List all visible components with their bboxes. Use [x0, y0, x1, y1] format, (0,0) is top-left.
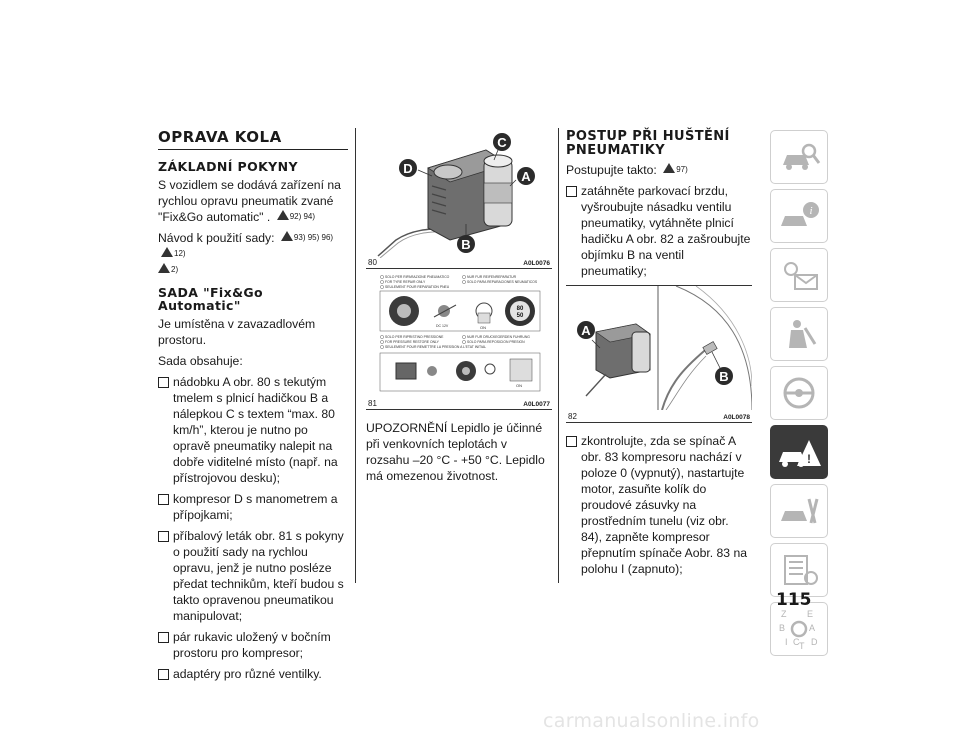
leaflet-line: SEULEMENT POUR REMETTRE LA PRESSION A L'ETAT INITIAL	[385, 345, 487, 349]
label-c: C	[497, 135, 507, 150]
ref-link[interactable]: 12)	[174, 249, 186, 258]
column-divider-1	[355, 128, 356, 583]
list-item: zatáhněte parkovací brzdu, vyšroubujte násadku ventilu pneumatiky, vytáhněte plnicí hadičku A obr. 82 a zašroubujte objímku B na ventil pneumatiky;	[566, 183, 752, 279]
svg-text:i: i	[809, 205, 813, 217]
car-info-icon	[777, 196, 821, 236]
column-3	[566, 128, 752, 582]
svg-text:C: C	[793, 637, 800, 647]
hose-valve-illustration	[566, 286, 752, 410]
figure-number: 82	[568, 412, 577, 421]
figure-81-instruction-leaflet	[366, 271, 552, 409]
list-item: adaptéry pro různé ventilky.	[158, 666, 348, 682]
leaflet-on-label: ON	[480, 325, 486, 330]
tab-safety[interactable]	[770, 307, 828, 361]
checkbox-bullet-icon	[158, 494, 169, 505]
svg-text:I: I	[785, 637, 788, 647]
column-1	[158, 128, 348, 687]
list-item: zkontrolujte, zda se spínač A obr. 83 kompresoru nachází v poloze 0 (vypnutý), nastartujte motor, zasuňte kolík do proudové zásuvky na prostředním tunelu (viz obr. 84), zapněte kompresor přepnutím spínače Aobr. 83 na polohu I (zapnuto);	[566, 433, 752, 577]
checkbox-bullet-icon	[158, 632, 169, 643]
figure-82-hose-on-valve	[566, 286, 752, 422]
ref-link[interactable]: 97)	[676, 165, 688, 174]
column-2	[366, 128, 552, 489]
leaflet-illustration	[366, 271, 552, 399]
label-a: A	[581, 323, 591, 338]
inflation-heading: POSTUP PŘI HUŠTĚNÍ PNEUMATIKY	[566, 129, 730, 158]
checkbox-bullet-icon	[158, 531, 169, 542]
warning-icon	[663, 163, 675, 173]
label-d: D	[403, 161, 413, 176]
leaflet-line: FOR TYRE REPAIR ONLY	[385, 280, 426, 284]
watermark: carmanualsonline.info	[543, 710, 760, 732]
checkbox-bullet-icon	[566, 186, 577, 197]
label-a: A	[521, 169, 531, 184]
svg-text:Z: Z	[781, 609, 787, 619]
tab-emergency[interactable]	[770, 425, 828, 479]
car-service-icon	[777, 491, 821, 531]
leaflet-line: NUR FUR DRUCKEGERDEN FUHRUNG	[467, 335, 530, 339]
warning-icon	[161, 247, 173, 257]
figure-divider	[366, 409, 552, 410]
figure-divider	[566, 422, 752, 423]
leaflet-line: NUR FUR REIFENREPARATUR	[467, 275, 517, 279]
svg-text:B: B	[779, 623, 786, 633]
list-item: pár rukavic uložený v bočním prostoru pro kompresor;	[158, 629, 348, 661]
figure-number: 81	[368, 399, 377, 408]
leaflet-speed-label: 80	[516, 306, 524, 312]
svg-text:!: !	[807, 452, 811, 466]
leaflet-line: SOLO PER RIPRISTINO PRESSIONE	[385, 335, 444, 339]
kit-location: Je umístěna v zavazadlovém prostoru.	[158, 317, 316, 347]
figure-code: A0L0077	[523, 401, 550, 408]
checkbox-bullet-icon	[566, 436, 577, 447]
leaflet-line: SEULEMENT POUR REPARATION PNEU	[385, 285, 450, 289]
figure-code: A0L0078	[723, 414, 750, 421]
leaflet-line: SOLO PARA REPARACIONES NEUMATICOS	[467, 280, 538, 284]
index-abc-icon	[777, 607, 821, 651]
page-number: 115	[776, 590, 812, 610]
warning-icon	[277, 210, 289, 220]
section-title: OPRAVA KOLA	[158, 128, 348, 150]
figure-80-compressor-kit	[366, 128, 552, 268]
leaflet-line: SOLO PER RIPARAZIONE PNEUMATICO	[385, 275, 450, 279]
warning-icon	[158, 263, 170, 273]
tab-technical-data[interactable]	[770, 543, 828, 597]
svg-text:T: T	[799, 641, 805, 651]
list-item: příbalový leták obr. 81 s pokyny o použití sady na rychlou opravu, jenž je nutno posléze předat technikům, kteří budou s takto opravenou pneumatikou manipulovat;	[158, 528, 348, 624]
list-item: kompresor D s manometrem a přípojkami;	[158, 491, 348, 523]
kit-contents: Sada obsahuje:	[158, 354, 243, 368]
ref-link[interactable]: 93) 95) 96)	[293, 233, 334, 242]
compressor-illustration	[366, 128, 552, 258]
checkbox-bullet-icon	[158, 669, 169, 680]
seat-airbag-icon	[777, 314, 821, 354]
svg-text:A: A	[809, 623, 816, 633]
checkbox-bullet-icon	[158, 377, 169, 388]
list-item: nádobku A obr. 80 s tekutým tmelem s plnicí hadičkou B a nálepkou C s textem “max. 80 km/h”, kterou je nutno po opravě pneumatiky nalepit na dobře viditelné místo (např. na přístrojovou desku);	[158, 374, 348, 486]
label-b: B	[461, 237, 471, 252]
warning-icon	[281, 231, 293, 241]
car-search-icon	[777, 137, 821, 177]
figure-divider	[366, 268, 552, 269]
warning-light-mail-icon	[777, 255, 821, 295]
manual-paragraph: Návod k použití sady: 93) 95) 96) 12) 2)	[158, 231, 334, 274]
tab-car-search[interactable]	[770, 130, 828, 184]
label-b: B	[719, 369, 729, 384]
column-divider-2	[558, 128, 559, 583]
leaflet-line: FOR PRESSURE RESTORE ONLY	[385, 340, 439, 344]
warning-paragraph: UPOZORNĚNÍ Lepidlo je účinné při venkovních teplotách v rozsahu –20 °C - +50 °C. Lepidlo má omezenou životnost.	[366, 421, 545, 483]
svg-text:D: D	[811, 637, 818, 647]
tab-car-info[interactable]	[770, 189, 828, 243]
steering-wheel-icon	[777, 373, 821, 413]
figure-code: A0L0076	[523, 260, 550, 267]
leaflet-line: SOLO PARA REPOSICION PRESION	[467, 340, 525, 344]
leaflet-on-label: ON	[516, 383, 522, 388]
inflation-intro: Postupujte takto: 97)	[566, 163, 688, 177]
car-emergency-icon	[777, 432, 821, 472]
ref-link[interactable]: 2)	[171, 265, 179, 274]
leaflet-dc-label: DC 12V	[436, 324, 449, 328]
tab-warning-lights[interactable]	[770, 248, 828, 302]
kit-heading: SADA "Fix&Go Automatic"	[158, 285, 264, 313]
basic-instructions-heading: ZÁKLADNÍ POKYNY	[158, 159, 298, 174]
spec-list-icon	[777, 550, 821, 590]
intro-paragraph: S vozidlem se dodává zařízení na rychlou opravu pneumatik zvané "Fix&Go automatic" . 92) 94)	[158, 178, 341, 224]
tab-driving[interactable]	[770, 366, 828, 420]
tab-maintenance[interactable]	[770, 484, 828, 538]
figure-number: 80	[368, 258, 377, 267]
chapter-tabs	[770, 130, 828, 661]
tab-index[interactable]	[770, 602, 828, 656]
leaflet-speed-label: 50	[516, 313, 524, 319]
svg-text:E: E	[807, 609, 814, 619]
ref-link[interactable]: 92) 94)	[289, 212, 316, 221]
